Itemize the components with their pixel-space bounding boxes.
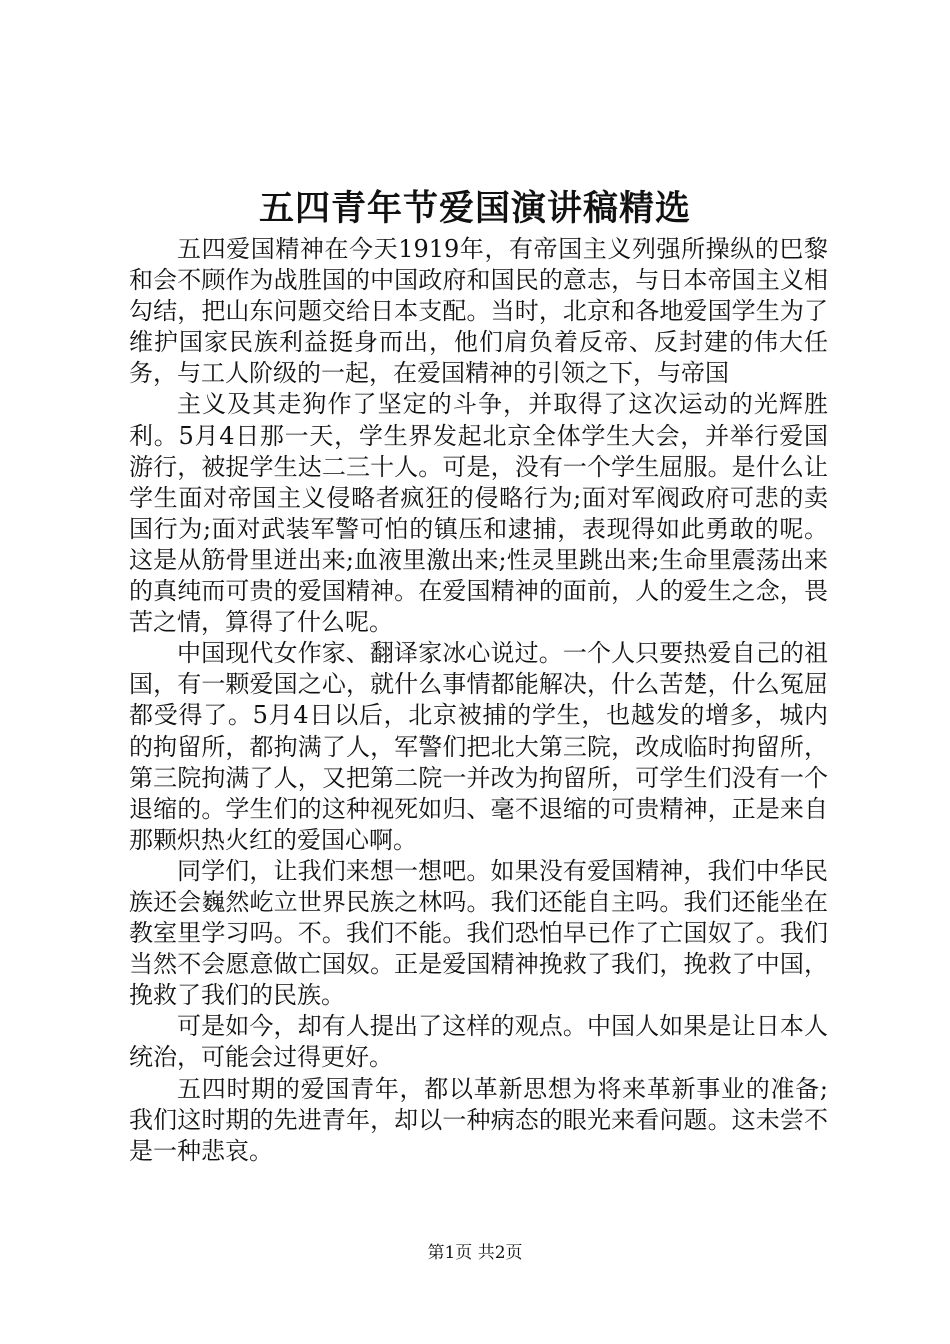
- paragraph-4: 同学们，让我们来想一想吧。如果没有爱国精神，我们中华民族还会巍然屹立世界民族之林吗。我们还能自主吗。我们还能坐在教室里学习吗。不。我们不能。我们恐怕早已作了亡国奴了。我们当然不会愿意做亡国奴。正是爱国精神挽救了我们，挽救了中国，挽救了我们的民族。: [129, 856, 828, 1010]
- paragraph-2: 主义及其走狗作了坚定的斗争，并取得了这次运动的光辉胜利。5月4日那一天，学生界发起北京全体学生大会，并举行爱国游行，被捉学生达二三十人。可是，没有一个学生屈服。是什么让学生面对帝国主义侵略者疯狂的侵略行为;面对军阀政府可悲的卖国行为;面对武装军警可怕的镇压和逮捕，表现得如此勇敢的呢。这是从筋骨里迸出来;血液里激出来;性灵里跳出来;生命里震荡出来的真纯而可贵的爱国精神。在爱国精神的面前，人的爱生之念，畏苦之情，算得了什么呢。: [129, 390, 828, 637]
- paragraph-6: 五四时期的爱国青年，都以革新思想为将来革新事业的准备;我们这时期的先进青年，却以一种病态的眼光来看问题。这未尝不是一种悲哀。: [129, 1074, 828, 1165]
- paragraph-3: 中国现代女作家、翻译家冰心说过。一个人只要热爱自己的祖国，有一颗爱国之心，就什么事情都能解决，什么苦楚，什么冤屈都受得了。5月4日以后，北京被捕的学生，也越发的增多，城内的拘留所，都拘满了人，军警们把北大第三院，改成临时拘留所，第三院拘满了人，又把第二院一并改为拘留所，可学生们没有一个退缩的。学生们的这种视死如归、毫不退缩的可贵精神，正是来自那颗炽热火红的爱国心啊。: [129, 639, 828, 854]
- paragraph-1: 五四爱国精神在今天1919年，有帝国主义列强所操纵的巴黎和会不顾作为战胜国的中国政府和国民的意志，与日本帝国主义相勾结，把山东问题交给日本支配。当时，北京和各地爱国学生为了维护国家民族利益挺身而出，他们肩负着反帝、反封建的伟大任务，与工人阶级的一起，在爱国精神的引领之下，与帝国: [129, 235, 828, 388]
- document-title: 五四青年节爱国演讲稿精选: [258, 188, 691, 229]
- paragraph-5: 可是如今，却有人提出了这样的观点。中国人如果是让日本人统治，可能会过得更好。: [129, 1012, 828, 1072]
- document-body: [129, 234, 828, 1167]
- page-number-footer: 第1页 共2页: [427, 1243, 523, 1263]
